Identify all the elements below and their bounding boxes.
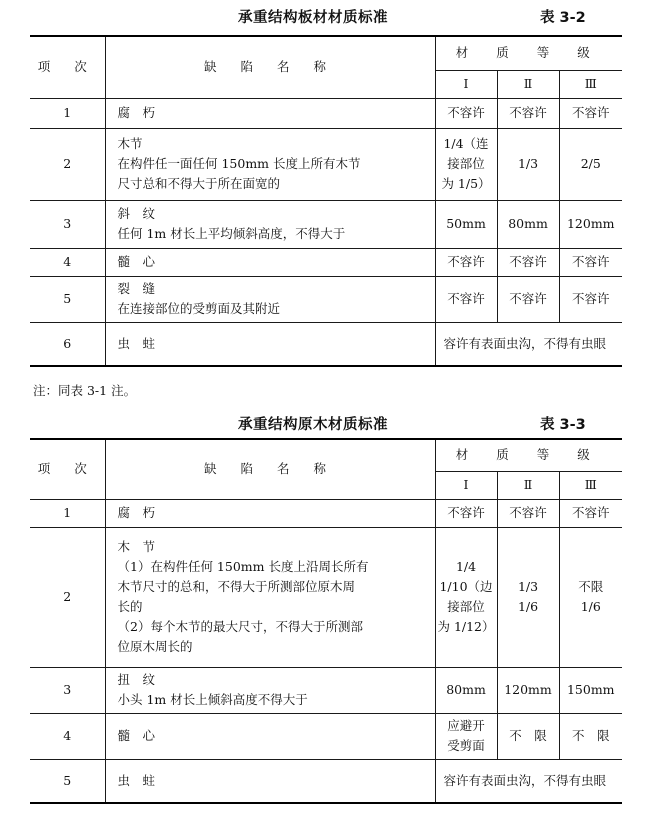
table-row	[30, 98, 622, 128]
defect-name	[105, 527, 435, 667]
row-index: 2	[30, 128, 105, 200]
row-index: 2	[30, 527, 105, 667]
table1-grade-3: Ⅲ	[559, 70, 622, 98]
defect-line: 任何 1m 材长上平均倾斜高度，不得大于	[117, 226, 346, 241]
defect-name	[105, 276, 435, 322]
defect-name	[105, 200, 435, 248]
row-index: 4	[30, 713, 105, 759]
row-index: 3	[30, 200, 105, 248]
table2-grade-3: Ⅲ	[559, 471, 622, 499]
table2	[30, 438, 622, 804]
grade-line: 1/6	[517, 599, 539, 614]
defect-line: （1）在构件任何 150mm 长度上沿周长所有	[117, 559, 369, 574]
table1-grade-1: Ⅰ	[435, 70, 497, 98]
grade-1-value: 不容许	[435, 98, 497, 128]
grade-line: 1/6	[580, 599, 601, 614]
grade-3-value: 不容许	[559, 276, 622, 322]
grade-3-value: 150mm	[559, 667, 622, 713]
row-index: 4	[30, 248, 105, 276]
table1-caption	[0, 0, 672, 24]
table2-header-grade: 材 质 等 级	[435, 439, 622, 471]
row-index: 5	[30, 276, 105, 322]
grade-3-value: 不容许	[559, 499, 622, 527]
defect-line: 木节尺寸的总和，不得大于所测部位原木周	[117, 579, 356, 594]
table2-header-index: 项 次	[30, 439, 105, 499]
grade-2-value: 80mm	[497, 200, 559, 248]
table-row	[30, 128, 622, 200]
grade-1-value	[435, 527, 497, 667]
grade-2-value: 不 限	[497, 713, 559, 759]
table-row	[30, 322, 622, 366]
table-row	[30, 200, 622, 248]
table1-note: 注：同表 3-1 注。	[33, 383, 137, 398]
row-index: 1	[30, 98, 105, 128]
defect-line: （2）每个木节的最大尺寸，不得大于所测部	[117, 619, 363, 634]
defect-line: 位原木周长的	[117, 639, 193, 654]
grade-line: 1/4（连	[443, 136, 489, 151]
grade-2-value: 120mm	[497, 667, 559, 713]
row-index: 5	[30, 759, 105, 803]
grade-3-value: 不容许	[559, 248, 622, 276]
defect-line: 长的	[117, 599, 143, 614]
grade-1-value: 80mm	[435, 667, 497, 713]
grade-1-value: 不容许	[435, 276, 497, 322]
defect-line: 小头 1m 材长上倾斜高度不得大于	[117, 692, 308, 707]
defect-name	[105, 128, 435, 200]
table-row	[30, 527, 622, 667]
table2-grade-2: Ⅱ	[497, 471, 559, 499]
defect-line: 尺寸总和不得大于所在面宽的	[117, 176, 281, 191]
grade-line: 不限	[578, 579, 604, 594]
table1-number: 表 3-2	[540, 10, 586, 26]
table1-header-index: 项 次	[30, 36, 105, 98]
table-row	[30, 667, 622, 713]
grade-3-value: 120mm	[559, 200, 622, 248]
table-row	[30, 499, 622, 527]
grade-line: 应避开	[447, 718, 485, 733]
defect-line: 木节	[117, 136, 143, 151]
grade-2-value	[497, 527, 559, 667]
table-row	[30, 713, 622, 759]
defect-name: 髓 心	[105, 713, 435, 759]
defect-name: 腐 朽	[105, 499, 435, 527]
grade-3-value: 不容许	[559, 98, 622, 128]
merged-grade-value: 容许有表面虫沟，不得有虫眼	[435, 759, 622, 803]
defect-name: 腐 朽	[105, 98, 435, 128]
table-row	[30, 276, 622, 322]
grade-2-value: 不容许	[497, 248, 559, 276]
defect-name: 虫 蛀	[105, 759, 435, 803]
grade-3-value	[559, 527, 622, 667]
grade-line: 1/4	[455, 559, 477, 574]
grade-2-value: 不容许	[497, 499, 559, 527]
table2-grade-1: Ⅰ	[435, 471, 497, 499]
grade-line: 为 1/12）	[437, 619, 495, 634]
grade-line: 接部位	[447, 599, 485, 614]
grade-1-value: 不容许	[435, 499, 497, 527]
grade-3-value: 不 限	[559, 713, 622, 759]
table1-header-name: 缺 陷 名 称	[105, 36, 435, 98]
grade-1-value: 不容许	[435, 248, 497, 276]
grade-line: 1/3	[517, 579, 539, 594]
grade-2-value: 不容许	[497, 98, 559, 128]
grade-line: 为 1/5）	[441, 176, 491, 191]
merged-grade-value: 容许有表面虫沟，不得有虫眼	[435, 322, 622, 366]
defect-name: 髓 心	[105, 248, 435, 276]
table-row	[30, 759, 622, 803]
grade-line: 受剪面	[447, 738, 485, 753]
table-row	[30, 248, 622, 276]
defect-line: 斜 纹	[117, 206, 156, 221]
table1-title: 承重结构板材材质标准	[238, 10, 388, 26]
defect-line: 在构件任一面任何 150mm 长度上所有木节	[117, 156, 361, 171]
table2-header-name: 缺 陷 名 称	[105, 439, 435, 499]
grade-2-value: 不容许	[497, 276, 559, 322]
row-index: 3	[30, 667, 105, 713]
table1-header-grade: 材 质 等 级	[435, 36, 622, 70]
table2-number: 表 3-3	[540, 417, 586, 433]
grade-line: 接部位	[447, 156, 485, 171]
grade-1-value	[435, 128, 497, 200]
grade-3-value: 2/5	[559, 128, 622, 200]
defect-line: 裂 缝	[117, 281, 156, 296]
defect-line: 木 节	[117, 539, 156, 554]
table2-title: 承重结构原木材质标准	[238, 417, 388, 433]
defect-line: 扭 纹	[117, 672, 156, 687]
grade-1-value: 50mm	[435, 200, 497, 248]
row-index: 6	[30, 322, 105, 366]
table1	[30, 35, 622, 367]
row-index: 1	[30, 499, 105, 527]
defect-name: 虫 蛀	[105, 322, 435, 366]
grade-1-value	[435, 713, 497, 759]
table2-caption	[0, 407, 672, 431]
defect-name	[105, 667, 435, 713]
grade-2-value: 1/3	[497, 128, 559, 200]
defect-line: 在连接部位的受剪面及其附近	[117, 301, 281, 316]
grade-line: 1/10（边	[439, 579, 493, 594]
table1-grade-2: Ⅱ	[497, 70, 559, 98]
